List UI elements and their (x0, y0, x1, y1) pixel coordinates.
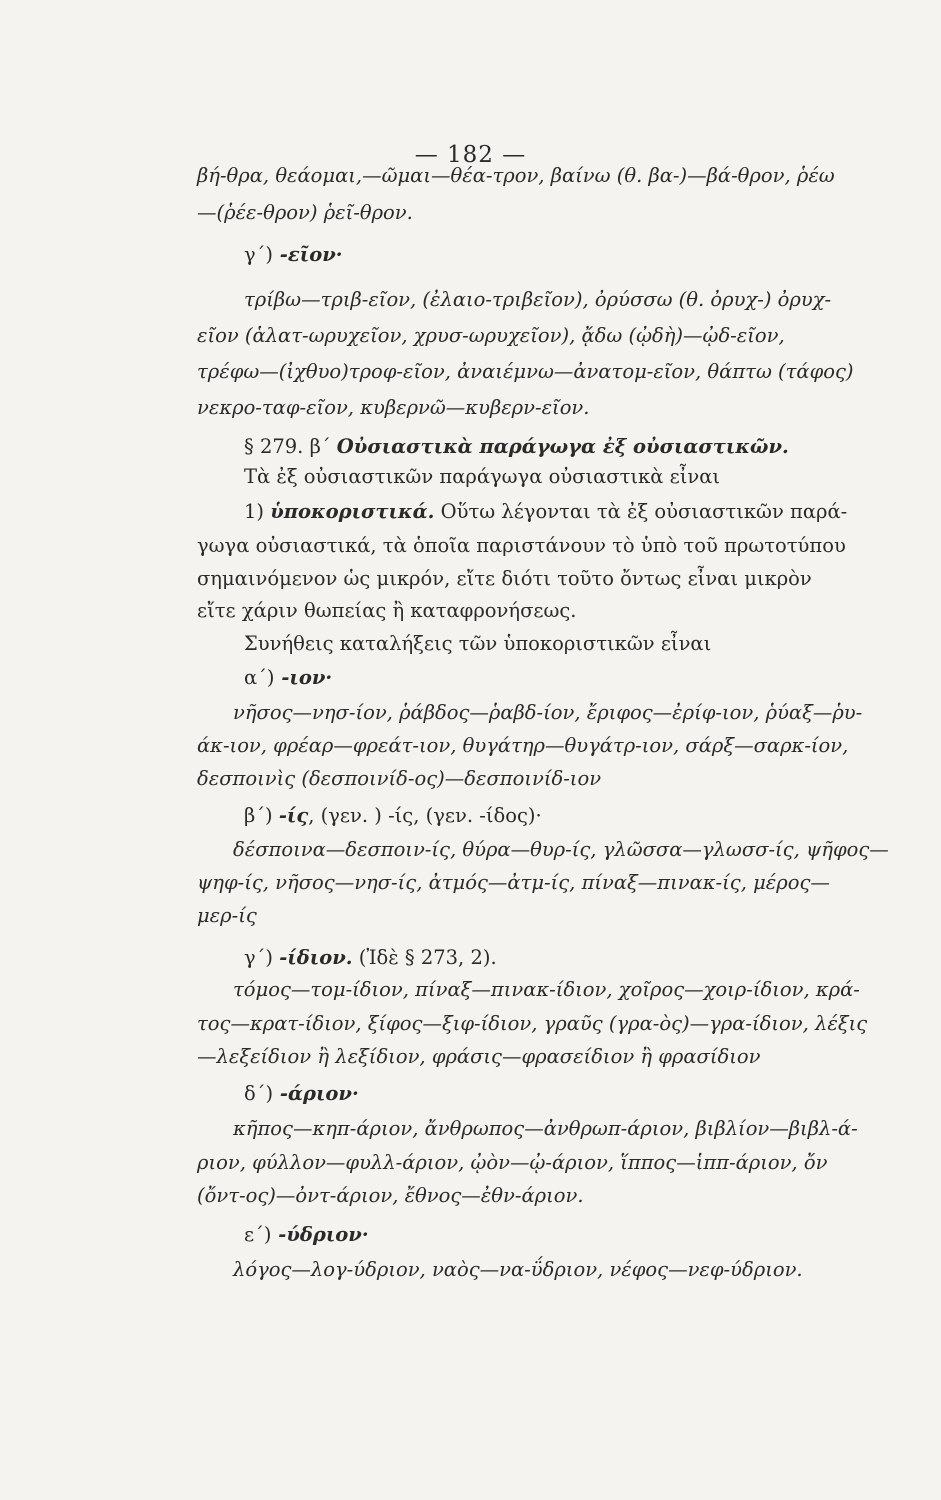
text-line: κῆπος—κηπ-άριον, ἄνθρωπος—ἀνθρωπ-άριον, βιβλίον—βιβλ-ά- (233, 1117, 858, 1140)
text-line: ψηφ-ίς, νῆσος—νησ-ίς, ἀτμός—ἀτμ-ίς, πίναξ—πινακ-ίς, μέρος— (197, 871, 830, 894)
text-line: τρέφω—(ἰχθυο)τροφ-εῖον, ἀναιέμνω—ἀνατομ-εῖον, θάπτω (τάφος) (197, 360, 854, 383)
text-line: δέσποινα—δεσποιν-ίς, θύρα—θυρ-ίς, γλῶσσα—γλωσσ-ίς, ψῆφος— (233, 838, 889, 861)
text-line: εῖον (ἁλατ-ωρυχεῖον, χρυσ-ωρυχεῖον), ᾄδω (ᾠδὴ)—ᾠδ-εῖον, (197, 324, 785, 347)
text-line: τος—κρατ-ίδιον, ξίφος—ξιφ-ίδιον, γραῦς (γρα-ὸς)—γρα-ίδιον, λέξις (197, 1012, 868, 1035)
text-line: § 279. β΄ Οὐσιαστικὰ παράγωγα ἐξ οὐσιαστικῶν. (244, 435, 789, 458)
text-line: 1) ὑποκοριστικά. Οὕτω λέγονται τὰ ἐξ οὐσιαστικῶν παρά- (244, 500, 848, 523)
text-line: λόγος—λογ-ύδριον, ναὸς—να-ΰδριον, νέφος—νεφ-ύδριον. (233, 1258, 803, 1281)
text-line: —(ῥέε-θρον) ῥεῖ-θρον. (197, 201, 413, 224)
text-line: α΄) -ιον· (244, 666, 333, 689)
text-line: ε΄) -ύδριον· (244, 1223, 369, 1246)
text-line: εἴτε χάριν θωπείας ἢ καταφρονήσεως. (197, 599, 577, 622)
text-line: —λεξείδιον ἢ λεξίδιον, φράσις—φρασείδιον ἢ φρασίδιον (197, 1045, 761, 1068)
text-line: Συνήθεις καταλήξεις τῶν ὑποκοριστικῶν εἶναι (244, 632, 712, 655)
text-line: γωγα οὐσιαστικά, τὰ ὁποῖα παριστάνουν τὸ ὑπὸ τοῦ πρωτοτύπου (197, 534, 846, 557)
text-line: γ΄) -ίδιον. (Ἰδὲ § 273, 2). (244, 946, 497, 969)
text-line: γ΄) -εῖον· (244, 243, 343, 266)
text-line: Τὰ ἐξ οὐσιαστικῶν παράγωγα οὐσιαστικὰ εἶναι (244, 465, 721, 488)
text-line: β΄) -ίς, (γεν. ) -ίς, (γεν. -ίδος)· (244, 804, 542, 827)
text-line: (ὄντ-ος)—ὀντ-άριον, ἔθνος—ἐθν-άριον. (197, 1184, 584, 1207)
text-line: ριον, φύλλον—φυλλ-άριον, ᾠὸν—ᾠ-άριον, ἵππος—ἱππ-άριον, ὄν (197, 1151, 828, 1174)
text-line: τόμος—τομ-ίδιον, πίναξ—πινακ-ίδιον, χοῖρος—χοιρ-ίδιον, κρά- (233, 978, 860, 1001)
text-line: μερ-ίς (197, 904, 257, 927)
text-line: τρίβω—τριβ-εῖον, (ἐλαιο-τριβεῖον), ὀρύσσω (θ. ὀρυχ-) ὀρυχ- (244, 288, 832, 311)
text-line: νεκρο-ταφ-εῖον, κυβερνῶ—κυβερν-εῖον. (197, 396, 590, 419)
text-line: δ΄) -άριον· (244, 1082, 359, 1105)
page-number: — 182 — (414, 142, 527, 168)
text-line: βή-θρα, θεάομαι,—ῶμαι—θέα-τρον, βαίνω (θ. βα-)—βά-θρον, ῥέω (197, 164, 835, 187)
text-line: άκ-ιον, φρέαρ—φρεάτ-ιον, θυγάτηρ—θυγάτρ-ιον, σάρξ—σαρκ-ίον, (197, 734, 849, 757)
text-line: νῆσος—νησ-ίον, ῥάβδος—ῥαβδ-ίον, ἔριφος—ἐρίφ-ιον, ῥύαξ—ῥυ- (233, 701, 863, 724)
text-line: δεσποινὶς (δεσποινίδ-ος)—δεσποινίδ-ιον (197, 767, 602, 790)
text-line: σημαινόμενον ὡς μικρόν, εἴτε διότι τοῦτο ὄντως εἶναι μικρὸν (197, 567, 812, 590)
